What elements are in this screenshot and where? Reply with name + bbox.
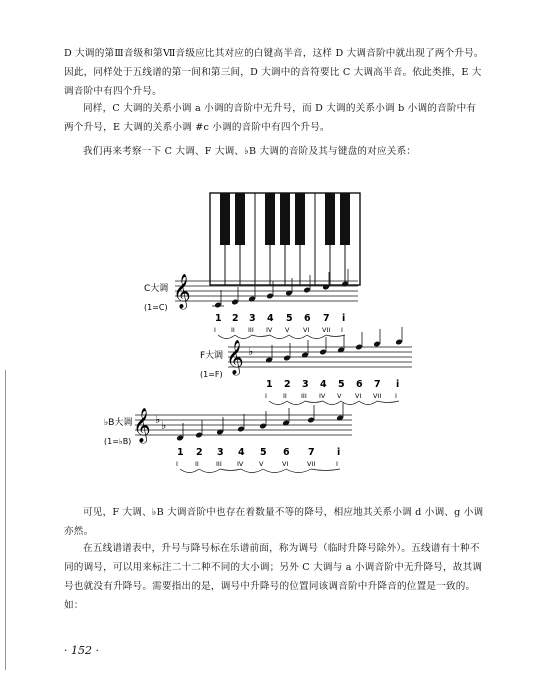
scale-key-bb: (1=♭B) <box>104 437 132 446</box>
flat-sign-icon: ♭ <box>248 345 254 358</box>
semitone-arc <box>305 401 323 403</box>
scale-degree-number: 6 <box>356 379 363 390</box>
semitone-arc <box>377 401 399 403</box>
roman-numeral: I <box>214 326 216 334</box>
treble-clef-icon: 𝄞 <box>173 274 191 309</box>
roman-numeral: V <box>285 326 290 334</box>
scale-degree-number: 1 <box>266 379 273 390</box>
roman-numeral: I <box>265 392 267 400</box>
roman-numeral: IV <box>237 460 244 468</box>
flat-sign-icon: ♭ <box>155 413 161 426</box>
whole-tone-arc <box>180 469 199 473</box>
f-major-scale <box>200 327 412 405</box>
roman-numeral: VI <box>282 460 289 468</box>
scale-degree-number: 7 <box>374 379 381 390</box>
roman-numeral: VI <box>303 326 310 334</box>
semitone-arc <box>326 335 345 337</box>
scale-degree-number: 7 <box>323 313 330 324</box>
paragraph-1: D 大调的第Ⅲ音级和第Ⅶ音级应比其对应的白键高半音，这样 D 大调音阶中就出现了两个升号。因此，同样处于五线谱的第一间和第三间，D 大调中的音符要比 C 大调高半音。依此类推，E 大调音阶中有四个升号。 <box>64 48 484 97</box>
scale-degree-number: 5 <box>260 447 267 458</box>
piano-keyboard <box>210 193 360 285</box>
whole-tone-arc <box>270 335 289 339</box>
roman-numeral: III <box>248 326 254 334</box>
treble-clef-icon: 𝄞 <box>133 408 151 443</box>
scale-degree-number: 5 <box>338 379 345 390</box>
scale-degree-number: 2 <box>196 447 203 458</box>
roman-numeral: IV <box>319 392 326 400</box>
paragraph-4: 可见，F 大调、♭B 大调音阶中也存在着数量不等的降号，相应地其关系小调 d 小调、g 小调亦然。 <box>64 507 484 537</box>
page-number: · 152 · <box>64 644 99 657</box>
scale-name-bb: ♭B大调 <box>104 418 133 428</box>
roman-numeral: I <box>336 460 338 468</box>
scale-degree-number: 6 <box>283 447 290 458</box>
roman-numeral: VII <box>373 392 382 400</box>
whole-tone-arc <box>307 335 326 339</box>
whole-tone-arc <box>269 401 287 405</box>
scale-degree-number: 3 <box>302 379 309 390</box>
scan-edge <box>5 370 6 670</box>
whole-tone-arc <box>199 469 220 473</box>
whole-tone-arc <box>341 401 359 405</box>
roman-numeral: III <box>216 460 222 468</box>
roman-numeral: I <box>341 326 343 334</box>
black-key <box>280 193 290 245</box>
roman-numeral: IV <box>266 326 273 334</box>
scale-key-f: (1=F) <box>200 370 223 379</box>
semitone-arc <box>252 335 270 337</box>
roman-numeral: VII <box>307 460 316 468</box>
roman-numeral: V <box>259 460 264 468</box>
scale-degree-number: 2 <box>232 313 239 324</box>
whole-tone-arc <box>289 335 307 339</box>
semitone-arc <box>220 469 241 471</box>
roman-numeral: VII <box>322 326 331 334</box>
whole-tone-arc <box>235 335 252 339</box>
scale-degree-number: 1 <box>177 447 184 458</box>
whole-tone-arc <box>323 401 341 405</box>
roman-numeral: I <box>395 392 397 400</box>
scale-degree-number: 1 <box>215 313 222 324</box>
whole-tone-arc <box>263 469 286 473</box>
scale-degree-number: i <box>342 313 346 324</box>
black-key <box>235 193 245 245</box>
black-key <box>220 193 230 245</box>
whole-tone-arc <box>241 469 263 473</box>
scale-degree-number: 2 <box>284 379 291 390</box>
treble-clef-icon: 𝄞 <box>226 340 244 375</box>
scale-degree-number: 4 <box>267 313 274 324</box>
roman-numeral: II <box>195 460 199 468</box>
scale-degree-number: 6 <box>304 313 311 324</box>
whole-tone-arc <box>286 469 311 473</box>
scale-key-c: (1=C) <box>144 303 168 312</box>
scale-name-c: C大调 <box>144 284 169 294</box>
whole-tone-arc <box>287 401 305 405</box>
roman-numeral: VI <box>355 392 362 400</box>
scale-degree-number: 3 <box>249 313 256 324</box>
roman-numeral: II <box>283 392 287 400</box>
flat-sign-icon: ♭ <box>161 419 167 432</box>
black-key <box>325 193 335 245</box>
scale-name-f: F大调 <box>200 351 224 361</box>
black-key <box>295 193 305 245</box>
roman-numeral: III <box>301 392 307 400</box>
paragraph-2: 同样，C 大调的关系小调 a 小调的音阶中无升号，而 D 大调的关系小调 b 小调的音阶中有两个升号，E 大调的关系小调 #c 小调的音阶中有四个升号。 <box>64 103 477 133</box>
roman-numeral: I <box>176 460 178 468</box>
semitone-arc <box>311 469 340 471</box>
scale-degree-number: 4 <box>320 379 327 390</box>
paragraph-5: 在五线谱谱表中，升号与降号标在乐谱前面，称为调号（临时升降号除外）。五线谱有十种不同的调号，可以用来标注二十二种不同的大小调；另外 C 大调与 a 小调音阶中无升降号，故其调号也就没有升降号。需要指出的是，调号中升降号的位置同该调音阶中升降音的位置是一致的。如： <box>64 543 483 611</box>
roman-numeral: V <box>337 392 342 400</box>
paragraph-3: 我们再来考察一下 C 大调、F 大调、♭B 大调的音阶及其与键盘的对应关系： <box>83 146 417 157</box>
scale-degree-number: 7 <box>308 447 315 458</box>
scale-degree-number: i <box>337 447 341 458</box>
scale-degree-number: 5 <box>286 313 293 324</box>
roman-numeral: II <box>231 326 235 334</box>
whole-tone-arc <box>359 401 377 405</box>
whole-tone-arc <box>218 335 235 339</box>
scale-degree-number: i <box>396 379 400 390</box>
bb-major-scale <box>104 403 352 473</box>
scale-degree-number: 4 <box>238 447 245 458</box>
scale-degree-number: 3 <box>217 447 224 458</box>
black-key <box>265 193 275 245</box>
black-key <box>340 193 350 245</box>
